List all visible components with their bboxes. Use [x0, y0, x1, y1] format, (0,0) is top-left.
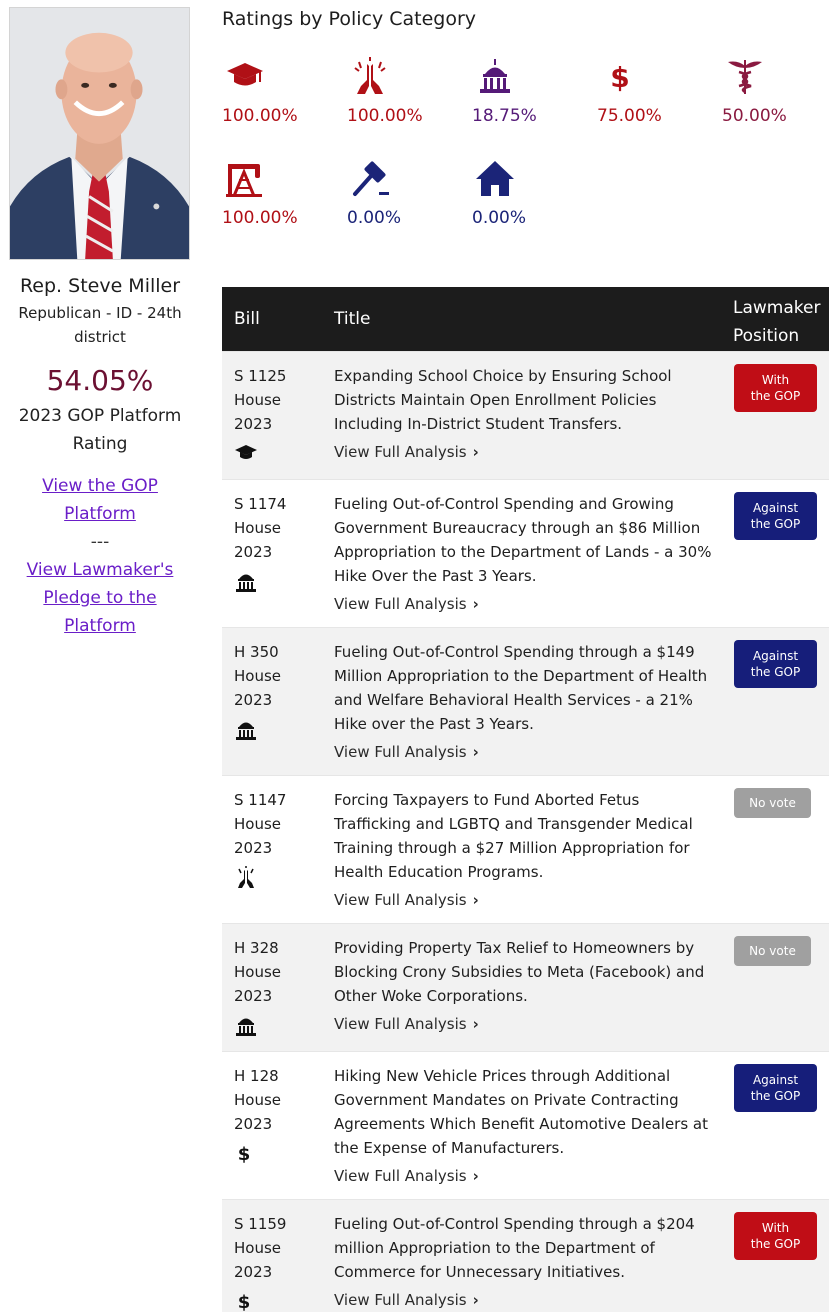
ratings-section-title: Ratings by Policy Category — [222, 8, 477, 30]
gop-platform-link-line1[interactable]: View the GOP — [42, 476, 158, 496]
pledge-link-line3[interactable]: Platform — [64, 616, 136, 636]
position-badge[interactable] — [734, 492, 817, 540]
chevron-right-icon: › — [472, 891, 479, 909]
view-full-analysis-label[interactable]: View Full Analysis — [334, 443, 467, 461]
chevron-right-icon: › — [472, 595, 479, 613]
bill-year: 2023 — [234, 987, 273, 1005]
bill-cell — [234, 492, 286, 592]
bill-year: 2023 — [234, 691, 273, 709]
position-line1: Against — [752, 1073, 799, 1087]
position-line2: the GOP — [750, 1089, 801, 1103]
title-cell — [334, 640, 720, 764]
category-taxes[interactable] — [597, 56, 707, 126]
category-religious-liberty-value: 100.00% — [347, 106, 423, 126]
bill-title: Providing Property Tax Relief to Homeowners by Blocking Crony Subsidies to Meta (Facebook) and Other Woke Corporations. — [334, 939, 705, 1005]
header-title: Title — [334, 309, 371, 329]
bill-title: Fueling Out-of-Control Spending and Growing Government Bureaucracy through an $86 Million Appropriation to the Department of Lands - a 30% Hike Over the Past 3 Years. — [334, 495, 712, 585]
chevron-right-icon: › — [472, 1015, 479, 1033]
bill-title: Fueling Out-of-Control Spending through a $149 Million Appropriation to the Department of Health and Welfare Behavioral Health Services - a 21% Hike over the Past 3 Years. — [334, 643, 708, 733]
bill-number: S 1147 — [234, 791, 287, 809]
bill-title: Hiking New Vehicle Prices through Additional Government Mandates on Private Contracting Agreements Which Benefit Automotive Dealers at the Expense of Manufacturers. — [334, 1067, 708, 1157]
praying-hands-icon — [234, 866, 258, 888]
house-icon — [474, 158, 516, 200]
chevron-right-icon: › — [472, 1167, 479, 1185]
category-judiciary[interactable] — [347, 158, 457, 228]
capitol-building-icon — [234, 718, 258, 740]
lawmaker-party-district — [0, 301, 200, 349]
view-full-analysis-label[interactable]: View Full Analysis — [334, 1167, 467, 1185]
bill-year: 2023 — [234, 839, 273, 857]
title-cell — [334, 788, 720, 912]
bill-year: 2023 — [234, 415, 273, 433]
category-taxes-value: 75.00% — [597, 106, 662, 126]
header-position-line1: Lawmaker — [733, 298, 821, 318]
category-housing-value: 0.00% — [472, 208, 527, 228]
bill-cell — [234, 640, 281, 740]
bill-chamber: House — [234, 963, 282, 981]
bill-title: Forcing Taxpayers to Fund Aborted Fetus Trafficking and LGBTQ and Transgender Medical Training through a $27 Million Appropriation for Health Education Programs. — [334, 791, 693, 881]
position-line1: Against — [752, 649, 799, 663]
title-cell — [334, 492, 720, 616]
bill-chamber: House — [234, 667, 282, 685]
caduceus-icon — [724, 56, 766, 98]
category-energy-value: 100.00% — [222, 208, 298, 228]
oil-pump-icon — [224, 158, 266, 200]
title-cell — [334, 936, 720, 1036]
position-line2: the GOP — [750, 517, 801, 531]
bill-number: S 1159 — [234, 1215, 287, 1233]
header-position-line2: Position — [733, 326, 800, 346]
bill-year: 2023 — [234, 1115, 273, 1133]
view-lawmaker-pledge-link[interactable] — [0, 556, 200, 640]
view-full-analysis-label[interactable]: View Full Analysis — [334, 891, 467, 909]
position-badge[interactable] — [734, 1212, 817, 1260]
district-line: district — [74, 328, 126, 346]
bill-chamber: House — [234, 815, 282, 833]
rating-label-line1: 2023 GOP Platform — [18, 406, 182, 426]
view-full-analysis-link[interactable] — [334, 1288, 479, 1312]
position-line1: With — [761, 1221, 790, 1235]
capitol-building-icon — [474, 56, 516, 98]
svg-text:$: $ — [610, 61, 630, 94]
pledge-link-line1[interactable]: View Lawmaker's — [26, 560, 174, 580]
rating-label-line2: Rating — [72, 434, 128, 454]
bill-cell — [234, 788, 286, 888]
bill-number: H 328 — [234, 939, 279, 957]
position-badge[interactable] — [734, 936, 811, 966]
bill-number: S 1174 — [234, 495, 287, 513]
bill-chamber: House — [234, 519, 282, 537]
dollar-sign-icon — [234, 1142, 258, 1164]
chevron-right-icon: › — [472, 443, 479, 461]
gop-platform-link-line2[interactable]: Platform — [64, 504, 136, 524]
lawmaker-name: Rep. Steve Miller — [19, 275, 181, 297]
bill-cell — [234, 1212, 286, 1312]
table-header — [222, 287, 829, 351]
position-line1: With — [761, 373, 790, 387]
svg-text:$: $ — [237, 1292, 251, 1312]
category-education[interactable] — [222, 56, 332, 126]
header-lawmaker-position — [733, 294, 820, 350]
position-badge[interactable] — [734, 364, 817, 412]
platform-rating-value: 54.05% — [46, 364, 154, 397]
position-line2: the GOP — [750, 1237, 801, 1251]
position-line1: No vote — [749, 796, 796, 810]
bill-chamber: House — [234, 1239, 282, 1257]
bill-year: 2023 — [234, 1263, 273, 1281]
category-religious-liberty[interactable] — [347, 56, 457, 126]
position-badge[interactable] — [734, 788, 811, 818]
links-separator: --- — [90, 532, 110, 552]
view-gop-platform-link[interactable] — [0, 472, 200, 528]
bill-title: Fueling Out-of-Control Spending through a $204 million Appropriation to the Department of Commerce for Unnecessary Initiatives. — [334, 1215, 695, 1281]
category-education-value: 100.00% — [222, 106, 298, 126]
position-line1: Against — [752, 501, 799, 515]
view-full-analysis-label[interactable]: View Full Analysis — [334, 1015, 467, 1033]
category-housing[interactable] — [472, 158, 582, 228]
chevron-right-icon: › — [472, 1291, 479, 1309]
view-full-analysis-link[interactable] — [334, 1012, 479, 1036]
capitol-building-icon — [234, 1014, 258, 1036]
bill-chamber: House — [234, 391, 282, 409]
capitol-building-icon — [234, 570, 258, 592]
bill-cell — [234, 936, 281, 1036]
table-row — [222, 627, 829, 775]
header-bill: Bill — [234, 309, 260, 329]
position-badge[interactable] — [734, 1064, 817, 1112]
dollar-sign-icon — [234, 1290, 258, 1312]
pledge-link-line2[interactable]: Pledge to the — [43, 588, 157, 608]
praying-hands-icon — [349, 56, 391, 98]
svg-text:$: $ — [237, 1144, 251, 1164]
title-cell — [334, 364, 720, 464]
bills-table — [222, 287, 829, 1312]
position-badge[interactable] — [734, 640, 817, 688]
view-full-analysis-link[interactable] — [334, 440, 479, 464]
title-cell — [334, 1212, 720, 1312]
category-judiciary-value: 0.00% — [347, 208, 402, 228]
table-row — [222, 923, 829, 1051]
view-full-analysis-link[interactable] — [334, 888, 479, 912]
category-healthcare-value: 50.00% — [722, 106, 787, 126]
lawmaker-photo — [9, 7, 190, 260]
table-row — [222, 351, 829, 479]
view-full-analysis-link[interactable] — [334, 592, 479, 616]
position-line1: No vote — [749, 944, 796, 958]
bill-number: S 1125 — [234, 367, 287, 385]
chevron-right-icon: › — [472, 743, 479, 761]
table-row — [222, 1051, 829, 1199]
position-line2: the GOP — [750, 665, 801, 679]
view-full-analysis-label[interactable]: View Full Analysis — [334, 1291, 467, 1309]
bill-number: H 128 — [234, 1067, 279, 1085]
category-energy[interactable] — [222, 158, 332, 228]
category-government[interactable] — [472, 56, 582, 126]
bill-cell — [234, 1064, 281, 1164]
table-row — [222, 1199, 829, 1312]
bill-number: H 350 — [234, 643, 279, 661]
graduation-cap-icon — [224, 56, 266, 98]
bill-cell — [234, 364, 286, 464]
view-full-analysis-link[interactable] — [334, 740, 479, 764]
category-healthcare[interactable] — [722, 56, 832, 126]
table-row — [222, 479, 829, 627]
platform-rating-label — [0, 402, 200, 458]
view-full-analysis-label[interactable]: View Full Analysis — [334, 743, 467, 761]
party-line: Republican - ID - 24th — [18, 304, 182, 322]
gavel-icon — [349, 158, 391, 200]
view-full-analysis-label[interactable]: View Full Analysis — [334, 595, 467, 613]
bill-title: Expanding School Choice by Ensuring School Districts Maintain Open Enrollment Policies Including In-District Student Transfers. — [334, 367, 672, 433]
title-cell — [334, 1064, 720, 1188]
graduation-cap-icon — [234, 442, 258, 464]
position-line2: the GOP — [750, 389, 801, 403]
category-government-value: 18.75% — [472, 106, 537, 126]
dollar-sign-icon — [599, 56, 641, 98]
profile-links — [0, 472, 200, 640]
bill-chamber: House — [234, 1091, 282, 1109]
table-row — [222, 775, 829, 923]
bill-year: 2023 — [234, 543, 273, 561]
view-full-analysis-link[interactable] — [334, 1164, 479, 1188]
